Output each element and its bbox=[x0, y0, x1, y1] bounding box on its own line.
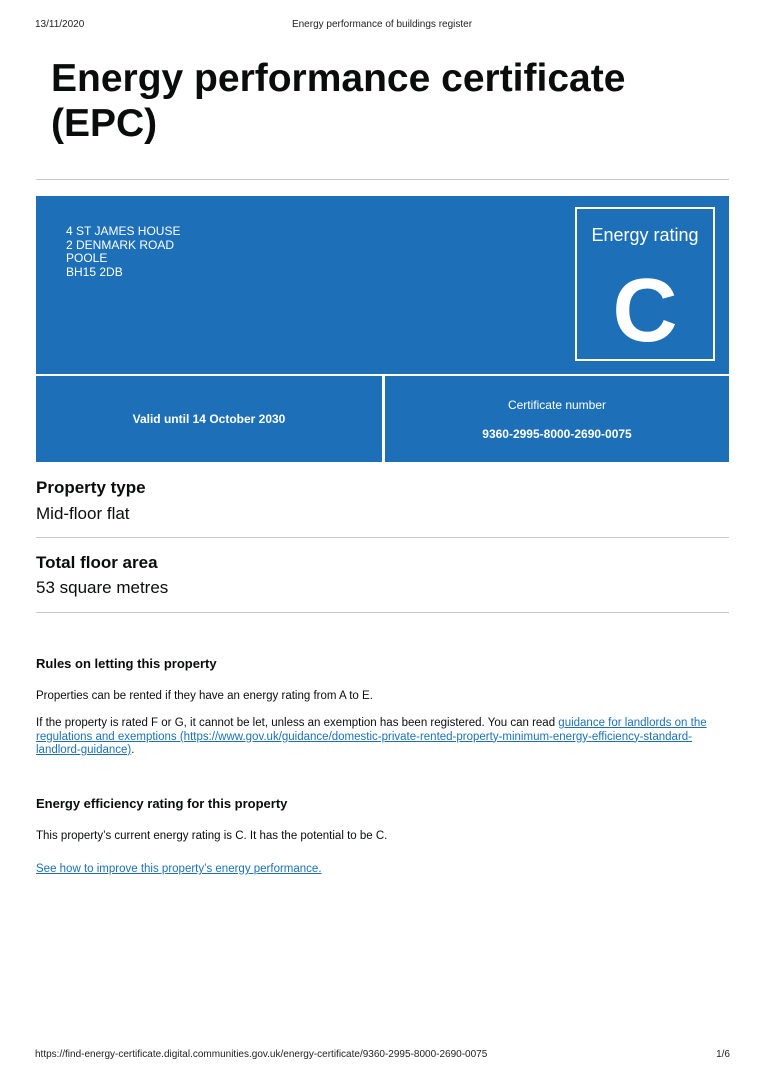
improve-performance-paragraph bbox=[36, 863, 729, 877]
energy-rating-label: Energy rating bbox=[591, 225, 699, 245]
letting-rules-para-1: Properties can be rented if they have an energy rating from A to E. bbox=[36, 690, 373, 702]
divider bbox=[36, 179, 729, 180]
letting-rules-para-2-end: . bbox=[131, 744, 135, 756]
address-line-4: BH15 2DB bbox=[66, 264, 123, 279]
energy-rating-box bbox=[575, 207, 715, 361]
print-header-title: Energy performance of buildings register bbox=[291, 19, 473, 30]
page-title: Energy performance certificate (EPC) bbox=[51, 57, 626, 145]
certificate-number: 9360-2995-8000-2690-0075 bbox=[482, 427, 632, 441]
efficiency-rating-text: This property’s current energy rating is C. It has the potential to be C. bbox=[36, 830, 388, 842]
address-line-3: POOLE bbox=[66, 251, 108, 265]
certificate-number-label: Certificate number bbox=[507, 398, 607, 412]
print-footer-url: https://find-energy-certificate.digital.communities.gov.uk/energy-certificate/9360-2995-8000-2690-0075 bbox=[35, 1049, 488, 1060]
epc-summary-panel bbox=[36, 196, 729, 374]
property-address bbox=[66, 225, 180, 279]
floor-area-value: 53 square metres bbox=[36, 578, 169, 597]
valid-until: Valid until 14 October 2030 bbox=[132, 412, 286, 426]
improve-performance-link[interactable]: See how to improve this property’s energy performance. bbox=[36, 863, 322, 875]
efficiency-rating-heading: Energy efficiency rating for this property bbox=[36, 796, 288, 811]
print-header-date: 13/11/2020 bbox=[35, 19, 85, 30]
property-type-value: Mid-floor flat bbox=[36, 504, 130, 523]
letting-rules-para-2 bbox=[36, 717, 729, 758]
property-type-heading: Property type bbox=[36, 478, 146, 497]
address-line-1: 4 ST JAMES HOUSE bbox=[66, 224, 181, 238]
letting-rules-para-2-text: If the property is rated F or G, it cannot be let, unless an exemption has been registered. You can read bbox=[36, 717, 559, 729]
print-footer-page: 1/6 bbox=[716, 1049, 730, 1060]
divider bbox=[36, 537, 729, 538]
validity-panel bbox=[36, 376, 382, 462]
address-line-2: 2 DENMARK ROAD bbox=[66, 237, 175, 252]
certificate-panel bbox=[385, 376, 729, 462]
letting-rules-heading: Rules on letting this property bbox=[36, 656, 217, 671]
floor-area-heading: Total floor area bbox=[36, 553, 158, 572]
energy-rating-value: C bbox=[612, 261, 678, 361]
landlord-guidance-link[interactable]: guidance for landlords on the regulations and exemptions (https://www.gov.uk/guidance/domestic-private-rented-property-minimum-energy-efficiency-standard-landlord-guidance) bbox=[36, 717, 707, 756]
divider bbox=[36, 612, 729, 613]
